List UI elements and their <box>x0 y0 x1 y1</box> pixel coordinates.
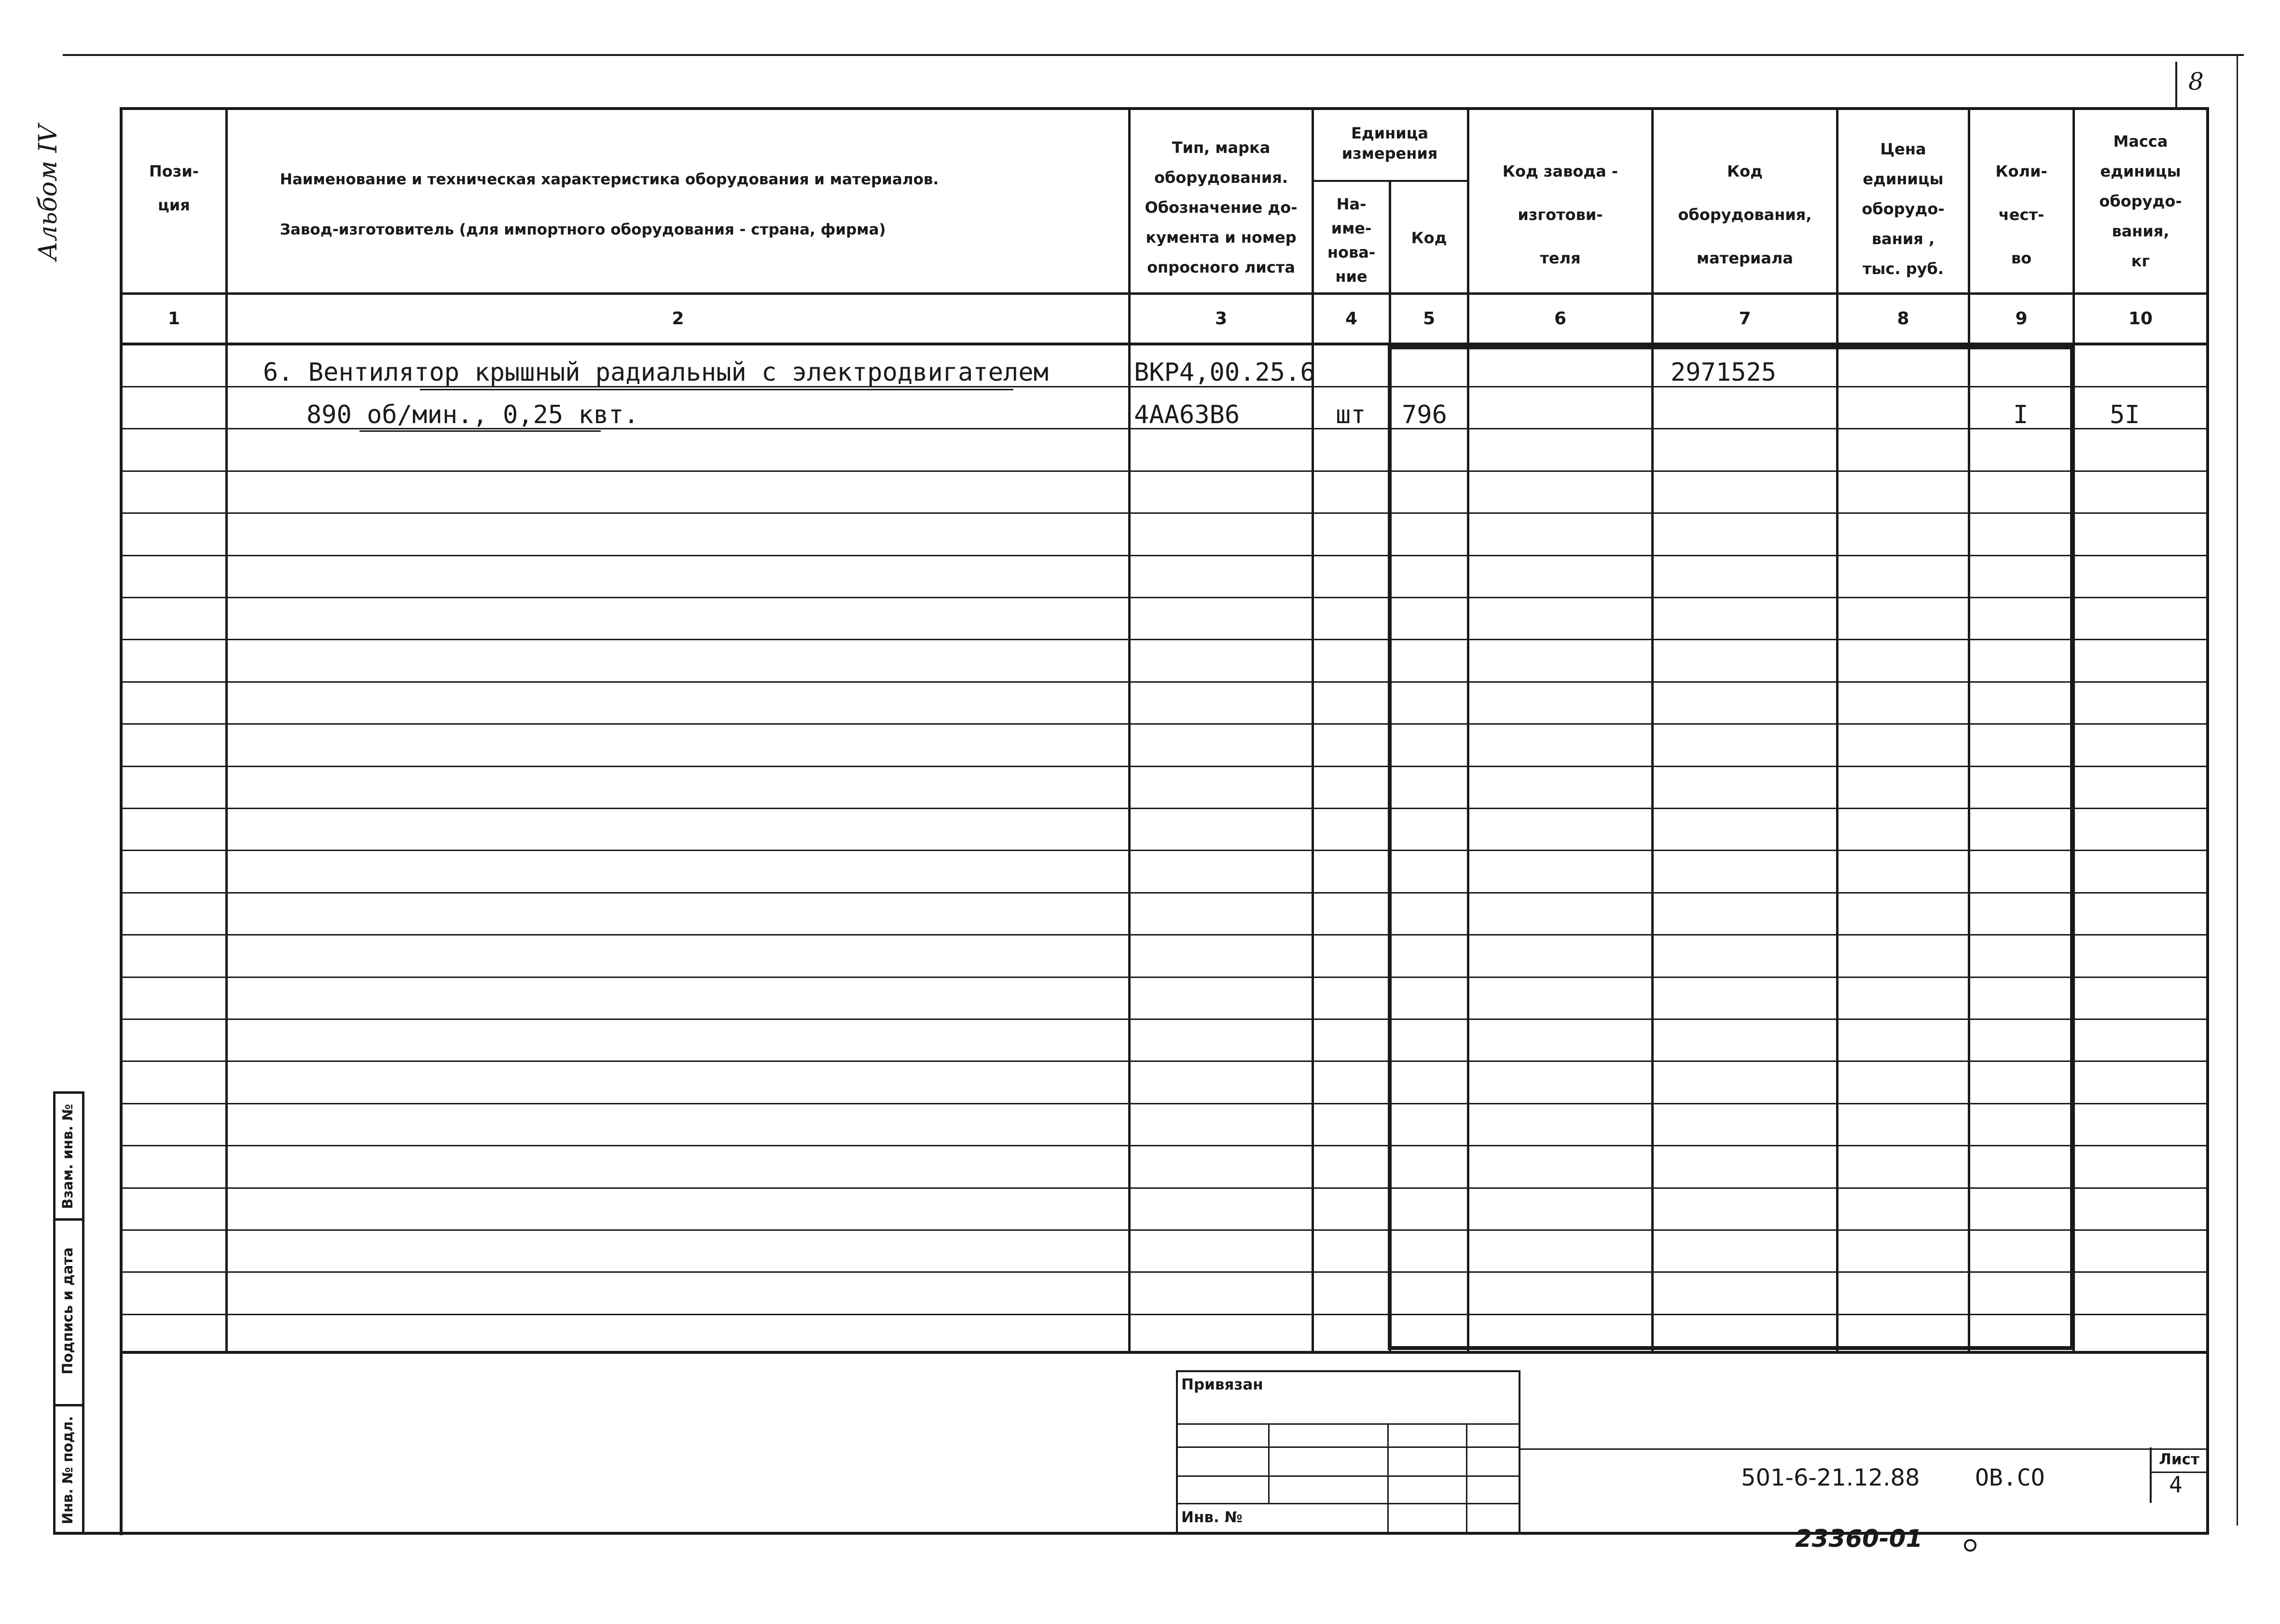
row2-name-underline <box>359 430 601 432</box>
header-type-line: оборудования. <box>1154 168 1288 187</box>
circle-mark-icon <box>1964 1539 1976 1552</box>
header-equip-code-line: оборудования, <box>1678 206 1812 224</box>
header-type <box>1131 133 1312 282</box>
table-row-line <box>121 808 2208 809</box>
top-rule <box>63 54 2244 56</box>
col-line-2 <box>1128 107 1131 1353</box>
header-mass-line: оборудо- <box>2099 192 2182 210</box>
side-stamp-sign-date: Подпись и дата <box>59 1247 76 1375</box>
table-row-line <box>121 1229 2208 1231</box>
header-price <box>1838 134 1968 284</box>
header-unit: Единица измерения <box>1341 124 1438 163</box>
doc-code: 501-6-21.12.88 <box>1741 1464 1920 1491</box>
header-unit-name-line: име- <box>1331 219 1372 237</box>
stamp-h3 <box>1176 1475 1520 1477</box>
row2-qty: I <box>2013 400 2029 429</box>
table-row-line <box>121 555 2208 556</box>
stamp-h1 <box>1176 1423 1520 1425</box>
table-row-line <box>121 1145 2208 1146</box>
sheet-number: 4 <box>2169 1472 2183 1498</box>
header-qty-line: чест- <box>1998 206 2045 224</box>
header-unit-code: Код <box>1411 229 1447 247</box>
header-price-line: оборудо- <box>1862 200 1945 218</box>
col-number: 1 <box>167 309 180 329</box>
header-mass <box>2075 126 2206 276</box>
row1-name: 6. Вентилятор крышный радиальный с электродвигателем <box>263 358 1049 387</box>
stamp-h2 <box>1176 1446 1520 1448</box>
table-row-line <box>121 766 2208 767</box>
header-name-line: Наименование и техническая характеристика оборудования и материалов. <box>280 171 939 188</box>
header-qty-line: Коли- <box>1995 162 2047 180</box>
header-maker-code-line: теля <box>1540 249 1581 267</box>
header-mass-line: единицы <box>2100 162 2181 180</box>
table-row-line <box>121 681 2208 683</box>
sheet-corner-number: 8 <box>2188 68 2204 96</box>
col-line-1 <box>225 107 228 1353</box>
header-price-line: Цена <box>1880 140 1926 158</box>
side-strip-left <box>53 1091 55 1534</box>
col-line-3 <box>1312 107 1314 1353</box>
doc-suffix: ОВ.СО <box>1975 1464 2045 1491</box>
stamp-v3 <box>1466 1423 1467 1533</box>
outer-right-rule <box>2237 54 2238 1526</box>
col-number: 4 <box>1345 309 1358 329</box>
col-number: 2 <box>672 309 684 329</box>
side-stamp-inv-subl: Инв. № подл. <box>59 1416 76 1525</box>
row1-type: ВКР4,00.25.6 <box>1134 358 1315 387</box>
stamp-h4 <box>1176 1503 1520 1504</box>
header-bottom-line <box>121 292 2208 295</box>
col-number: 9 <box>2015 309 2028 329</box>
side-strip-right <box>82 1091 84 1534</box>
col-line-8 <box>1968 107 1970 1353</box>
stamp-top <box>1176 1370 1520 1372</box>
thick-box-left <box>1388 345 1392 1350</box>
unit-subheader-line <box>1313 180 1468 182</box>
header-equip-code <box>1654 150 1836 280</box>
col-number: 3 <box>1215 309 1228 329</box>
table-row-line <box>121 977 2208 978</box>
row2-unit-name: шт <box>1336 400 1366 429</box>
row2-unit-code: 796 <box>1402 400 1447 429</box>
table-row-line <box>121 1018 2208 1020</box>
header-name <box>280 154 1119 255</box>
thick-box-bottom <box>1388 1346 2074 1350</box>
side-strip-div2 <box>53 1404 84 1406</box>
header-mass-line: кг <box>2131 252 2150 270</box>
stamp-inv-label: Инв. № <box>1181 1509 1243 1526</box>
header-price-line: единицы <box>1863 170 1944 188</box>
table-row-line <box>121 1103 2208 1104</box>
row1-equip-code: 2971525 <box>1671 358 1777 387</box>
table-row-line <box>121 1060 2208 1062</box>
table-row-line <box>121 934 2208 936</box>
col-number: 6 <box>1554 309 1567 329</box>
header-type-line: Тип, марка <box>1172 138 1271 157</box>
header-mass-line: Масса <box>2113 132 2168 151</box>
header-maker-code-line: Код завода - <box>1502 162 1618 180</box>
header-maker-code-line: изготови- <box>1518 206 1603 224</box>
table-bottom-line <box>121 1351 2208 1354</box>
frame-top <box>121 107 2208 110</box>
header-price-line: тыс. руб. <box>1862 260 1944 278</box>
side-album: Альбом IV <box>34 124 63 261</box>
stamp-bound-label: Привязан <box>1181 1376 1263 1393</box>
table-row-line <box>121 597 2208 598</box>
header-type-line: опросного листа <box>1147 258 1295 276</box>
row2-mass: 5I <box>2110 400 2140 429</box>
header-type-line: Обозначение до- <box>1145 198 1298 217</box>
header-price-line: вания , <box>1871 230 1935 248</box>
table-row-line <box>121 850 2208 851</box>
corner-box-left <box>2175 62 2177 107</box>
header-qty <box>1970 150 2073 280</box>
header-equip-code-line: Код <box>1727 162 1763 180</box>
header-name-line: Завод-изготовитель (для импортного оборудования - страна, фирма) <box>280 221 886 238</box>
table-row-line <box>121 723 2208 725</box>
stamp-v1 <box>1268 1423 1270 1503</box>
header-mass-line: вания, <box>2112 222 2169 240</box>
col-number: 10 <box>2128 309 2153 329</box>
sheet-box-left <box>2150 1447 2152 1503</box>
table-row-line <box>121 639 2208 640</box>
col-number: 8 <box>1897 309 1909 329</box>
row1-name-underline <box>420 389 1013 390</box>
stamp-left <box>1176 1370 1178 1533</box>
header-unit-name-line: ние <box>1335 267 1368 286</box>
sheet-label: Лист <box>2159 1451 2199 1468</box>
col-number: 5 <box>1423 309 1436 329</box>
frame-right <box>2206 107 2209 1533</box>
bottom-note: 23360-01 <box>1795 1525 1923 1553</box>
header-position-line: ция <box>158 196 190 214</box>
table-row-line <box>121 470 2208 472</box>
side-stamp-replace-inv: Взам. инв. № <box>59 1103 76 1210</box>
header-maker-code <box>1469 150 1651 280</box>
header-type-line: кумента и номер <box>1146 228 1297 247</box>
row2-type: 4АА63В6 <box>1134 400 1240 429</box>
thick-box-right <box>2070 345 2074 1350</box>
stamp-code-rule <box>1520 1448 2208 1450</box>
thick-box-top <box>1388 345 2074 349</box>
stamp-right <box>1519 1370 1520 1533</box>
header-position-line: Пози- <box>149 162 199 180</box>
header-unit-name <box>1314 192 1389 289</box>
stamp-v2 <box>1387 1423 1389 1533</box>
col-line-6 <box>1651 107 1654 1353</box>
header-unit-name-line: На- <box>1336 195 1367 213</box>
table-row-line <box>121 512 2208 514</box>
header-qty-line: во <box>2011 249 2032 267</box>
col-line-5 <box>1467 107 1469 1353</box>
table-row-line <box>121 1271 2208 1273</box>
header-equip-code-line: материала <box>1697 249 1793 267</box>
header-unit-name-line: нова- <box>1327 243 1376 261</box>
table-row-line <box>121 1187 2208 1189</box>
table-row-line <box>121 892 2208 894</box>
col-number: 7 <box>1739 309 1751 329</box>
header-position <box>123 154 225 222</box>
col-line-7 <box>1836 107 1838 1353</box>
table-row-line <box>121 1314 2208 1315</box>
row2-name: 890 об/мин., 0,25 квт. <box>306 400 639 429</box>
